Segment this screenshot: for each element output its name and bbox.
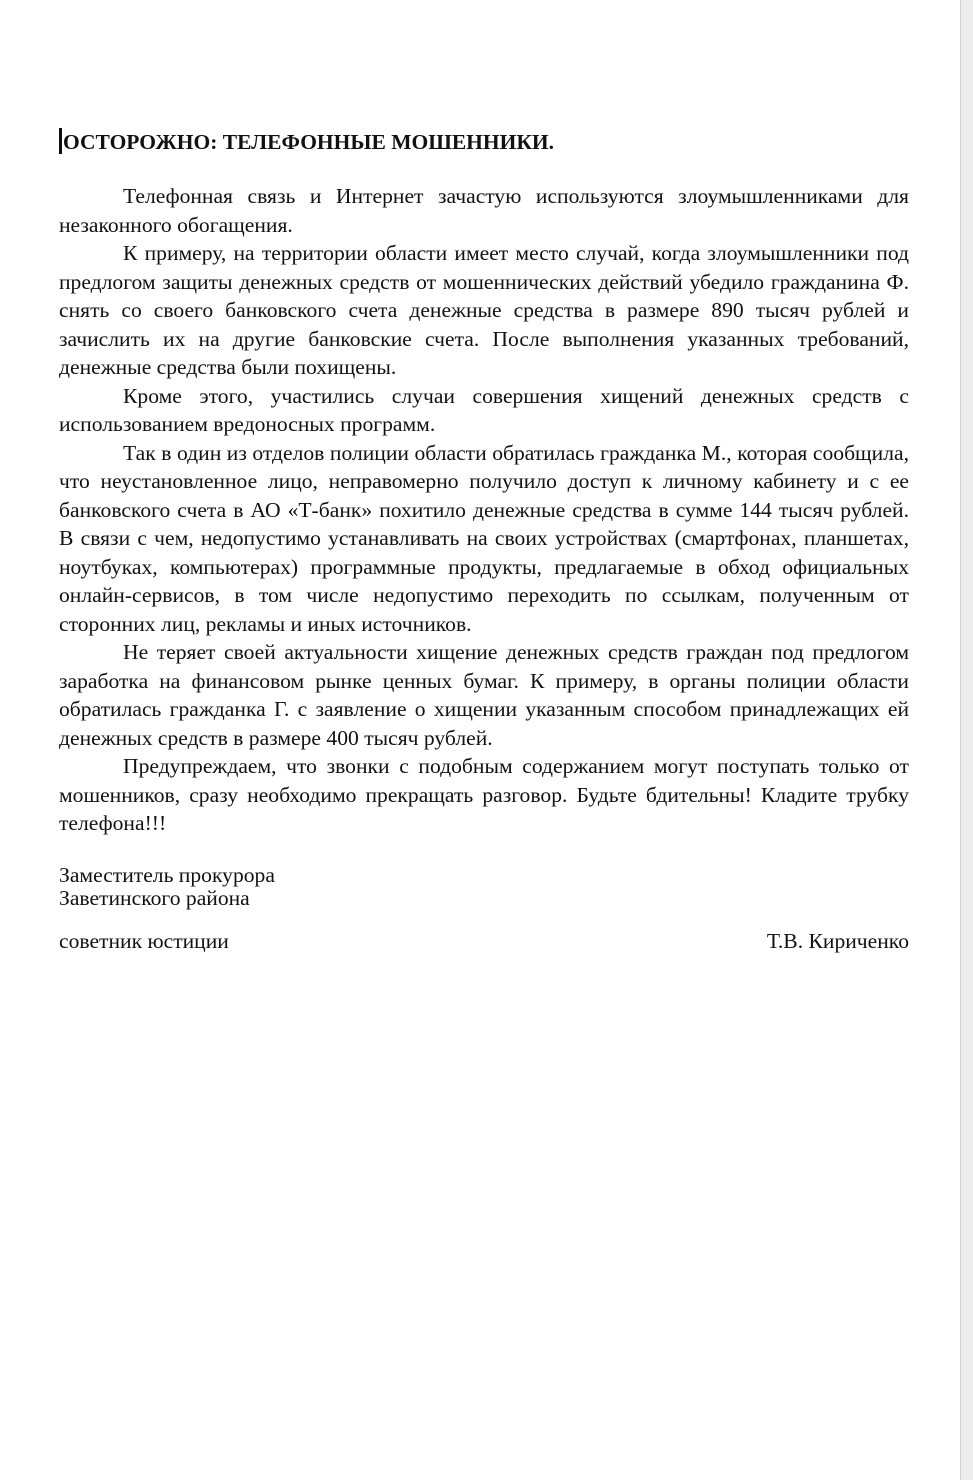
paragraph-3: Кроме этого, участились случаи совершения хищений денежных средств с использованием вредоносных программ.: [59, 383, 909, 436]
paragraph-5: Не теряет своей актуальности хищение денежных средств граждан под предлогом заработка на финансовом рынке ценных бумаг. К примеру, в органы полиции области обратилась гражданка Г. с заявление о хищении указанным способом принадлежащих ей денежных средств в размере 400 тысяч рублей.: [59, 640, 909, 750]
document-content: [59, 124, 909, 953]
text-cursor: [59, 128, 62, 154]
signature-block: [59, 864, 909, 910]
paragraph-6: Предупреждаем, что звонки с подобным содержанием могут поступать только от мошенников, сразу необходимо прекращать разговор. Будьте бдительны! Кладите трубку телефона!!!: [59, 754, 909, 835]
signature-name: Т.В. Кириченко: [766, 928, 909, 953]
document-title-text: ОСТОРОЖНО: ТЕЛЕФОННЫЕ МОШЕННИКИ.: [63, 130, 555, 154]
signature-rank: советник юстиции: [59, 928, 229, 953]
paragraph-2: К примеру, на территории области имеет место случай, когда злоумышленники под предлогом защиты денежных средств от мошеннических действий убедило гражданина Ф. снять со своего банковского счета денежные средства в размере 890 тысяч рублей и зачислить их на другие банковские счета. После выполнения указанных требований, денежные средства были похищены.: [59, 241, 909, 379]
signature-row: [59, 930, 909, 953]
signature-position-line2: Заветинского района: [59, 885, 250, 910]
signature-position-line1: Заместитель прокурора: [59, 862, 275, 887]
paragraph-1: Телефонная связь и Интернет зачастую используются злоумышленниками для незаконного обогащения.: [59, 184, 909, 237]
document-title: [59, 124, 909, 160]
paragraph-4: Так в один из отделов полиции области обратилась гражданка М., которая сообщила, что неустановленное лицо, неправомерно получило доступ к личному кабинету и с ее банковского счета в АО «Т-банк» похитило денежные средства в сумме 144 тысяч рублей. В связи с чем, недопустимо устанавливать на своих устройствах (смартфонах, планшетах, ноутбуках, компьютерах) программные продукты, предлагаемые в обход официальных онлайн-сервисов, в том числе недопустимо переходить по ссылкам, полученным от сторонних лиц, рекламы и иных источников.: [59, 440, 909, 636]
